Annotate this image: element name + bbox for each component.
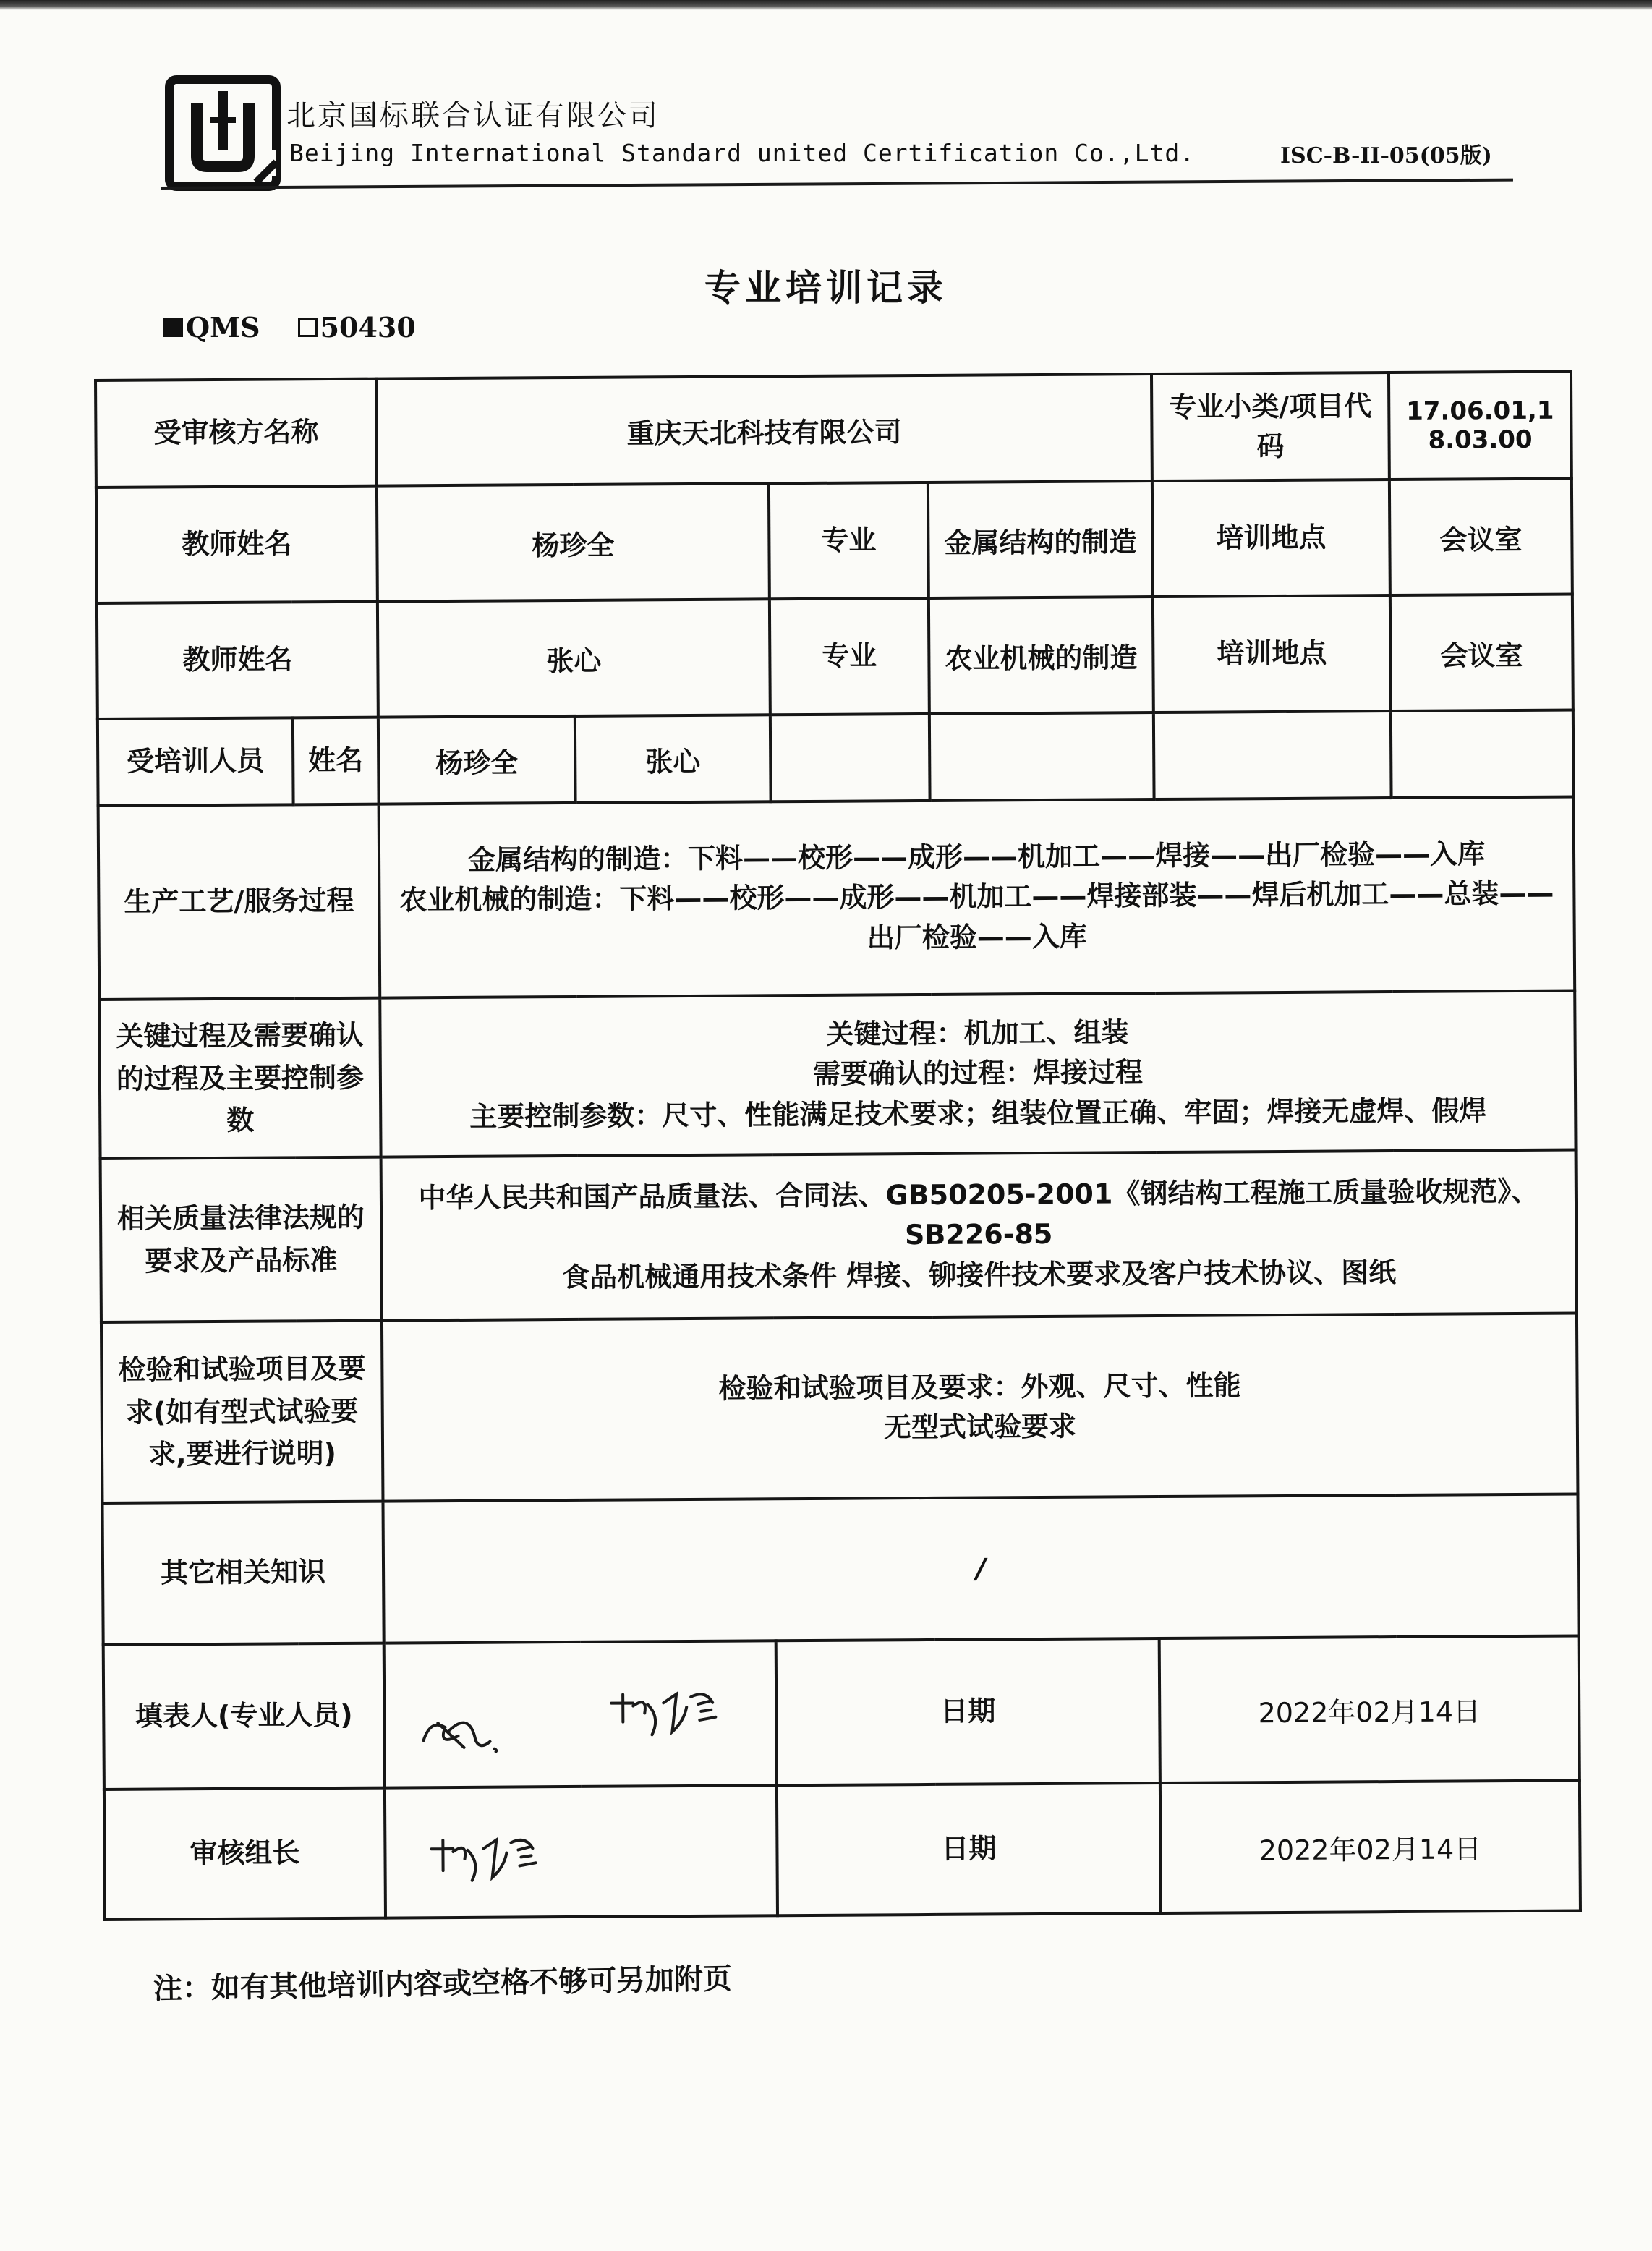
organization-name-en: Beijing International Standard united Certification Co.,Ltd. — [289, 139, 1196, 167]
teacher-row — [97, 595, 1573, 719]
key-process-line: 主要控制参数：尺寸、性能满足技术要求；组装位置正确、牢固；焊接无虚焊、假焊 — [469, 1094, 1487, 1133]
training-place-value: 会议室 — [1390, 595, 1573, 712]
law-line: 食品机械通用技术条件 焊接、铆接件技术要求及客户技术协议、图纸 — [561, 1256, 1397, 1293]
inspection-content — [382, 1314, 1578, 1502]
training-place-value: 会议室 — [1389, 479, 1572, 596]
key-process-line: 需要确认的过程：焊接过程 — [812, 1056, 1144, 1091]
trainees-name-label: 姓名 — [293, 718, 379, 805]
major-value: 金属结构的制造 — [928, 481, 1153, 598]
standard-label: QMS — [186, 311, 260, 344]
document-title: 专业培训记录 — [704, 267, 948, 309]
leader-signature — [395, 1803, 757, 1899]
category-label: 专业小类/项目代码 — [1151, 373, 1389, 481]
filler-date: 2022年02月14日 — [1159, 1635, 1580, 1783]
teacher-name: 张心 — [378, 599, 770, 717]
major-value: 农业机械的制造 — [929, 597, 1154, 714]
auditee-name: 重庆天北科技有限公司 — [376, 374, 1152, 486]
filler-date-label: 日期 — [776, 1638, 1160, 1785]
teacher-name: 杨珍全 — [377, 483, 770, 601]
law-row — [101, 1150, 1577, 1322]
trainee-name: 张心 — [575, 715, 771, 803]
other-knowledge-row — [102, 1494, 1578, 1644]
leader-signature-cell — [385, 1785, 778, 1918]
process-line: 金属结构的制造：下料——校形——成形——机加工——焊接——出厂检验——入库 — [467, 838, 1486, 877]
inspection-label: 检验和试验项目及要求(如有型式试验要求,要进行说明) — [101, 1321, 383, 1503]
filler-row — [103, 1635, 1580, 1789]
teacher-label: 教师姓名 — [97, 602, 378, 719]
filler-signature-cell — [384, 1641, 777, 1787]
unchecked-box-icon — [298, 318, 318, 337]
training-place-label: 培训地点 — [1152, 480, 1390, 597]
key-process-label: 关键过程及需要确认的过程及主要控制参数 — [99, 998, 380, 1159]
training-place-label: 培训地点 — [1153, 595, 1391, 712]
trainee-empty-cell — [929, 712, 1154, 801]
law-line: 中华人民共和国产品质量法、合同法、GB50205-2001《钢结构工程施工质量验收规范》、SB226-85 — [418, 1175, 1539, 1251]
process-line: 农业机械的制造：下料——校形——成形——机加工——焊接部装——焊后机加工——总装——出厂检验——入库 — [399, 877, 1554, 954]
key-process-line: 关键过程：机加工、组装 — [826, 1016, 1129, 1051]
page-top-edge — [0, 0, 1652, 10]
inspection-row — [101, 1314, 1578, 1503]
law-label: 相关质量法律法规的要求及产品标准 — [101, 1157, 382, 1322]
law-content — [381, 1150, 1577, 1321]
key-process-content — [380, 991, 1575, 1157]
standard-selection — [163, 311, 416, 344]
key-process-row — [99, 991, 1575, 1159]
leader-date-label: 日期 — [777, 1783, 1161, 1915]
standard-label: 50430 — [320, 311, 416, 344]
inspection-line: 无型式试验要求 — [883, 1410, 1077, 1444]
leader-date: 2022年02月14日 — [1160, 1780, 1580, 1913]
footnote: 注：如有其他培训内容或空格不够可另加附页 — [153, 1962, 733, 2006]
inspection-line: 检验和试验项目及要求：外观、尺寸、性能 — [718, 1369, 1241, 1405]
leader-row — [104, 1780, 1580, 1919]
standard-option-qms — [163, 311, 260, 344]
standard-option-50430 — [298, 311, 416, 344]
checked-box-icon — [163, 318, 183, 337]
other-knowledge-value: / — [383, 1494, 1579, 1643]
auditee-label: 受审核方名称 — [95, 379, 377, 488]
trainee-name: 杨珍全 — [378, 716, 576, 804]
leader-label: 审核组长 — [104, 1788, 386, 1920]
teacher-row — [96, 479, 1572, 603]
filler-signatures — [394, 1659, 757, 1769]
major-label: 专业 — [770, 598, 929, 715]
organization-name-cn: 北京国标联合认证有限公司 — [286, 99, 660, 132]
process-label: 生产工艺/服务过程 — [98, 804, 380, 1000]
trainee-empty-cell — [1391, 710, 1574, 799]
company-logo — [165, 75, 281, 191]
trainees-label: 受培训人员 — [98, 718, 294, 806]
major-label: 专业 — [769, 482, 929, 599]
trainee-empty-cell — [1154, 711, 1392, 799]
trainee-empty-cell — [770, 714, 930, 801]
teacher-label: 教师姓名 — [96, 486, 378, 603]
trainees-row — [98, 710, 1574, 806]
header-divider — [161, 179, 1513, 190]
process-content — [379, 797, 1575, 998]
training-record-table — [94, 370, 1582, 1921]
process-row — [98, 797, 1575, 1000]
category-code: 17.06.01,18.03.00 — [1389, 372, 1572, 480]
other-knowledge-label: 其它相关知识 — [102, 1502, 383, 1645]
filler-label: 填表人(专业人员) — [103, 1643, 385, 1790]
auditee-row — [95, 372, 1572, 488]
form-code: ISC-B-II-05(05版) — [1280, 143, 1492, 169]
